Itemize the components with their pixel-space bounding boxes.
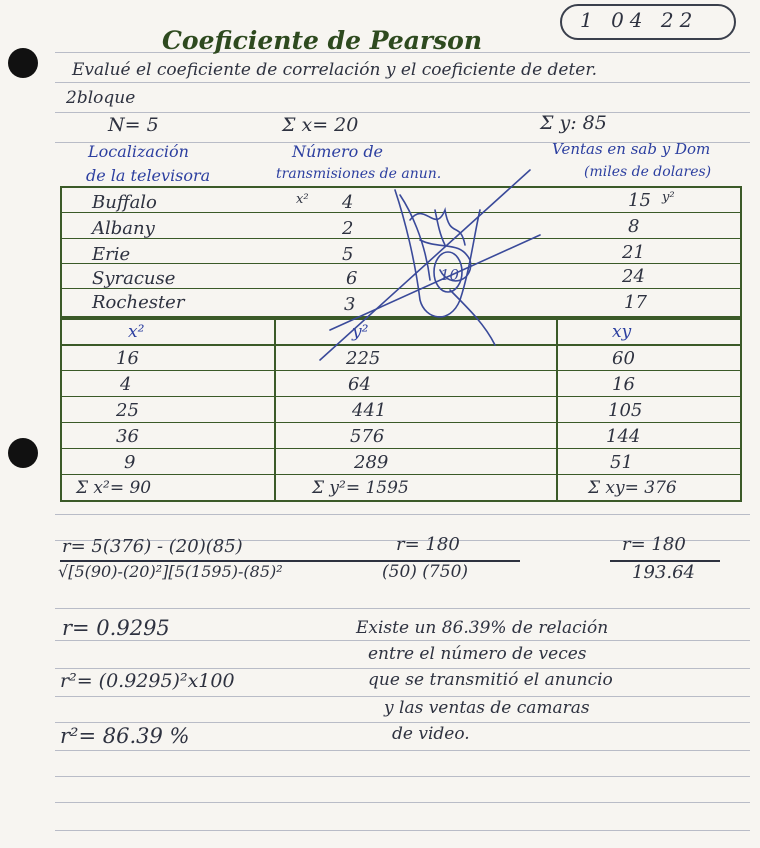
- x2-header: x²: [128, 322, 145, 342]
- sales-value: 8: [628, 216, 640, 237]
- xy-value: 144: [606, 426, 641, 447]
- step3-numerator: r= 180: [622, 534, 686, 555]
- broadcast-count: 2: [342, 218, 354, 239]
- sales-value: 17: [624, 292, 647, 313]
- ruled-line: [55, 112, 750, 113]
- x2-value: 16: [116, 348, 139, 369]
- location-header-line2: de la televisora: [86, 166, 211, 185]
- formula-numerator: r= 5(376) - (20)(85): [62, 536, 243, 557]
- x2-value: 25: [116, 400, 139, 421]
- binder-hole: [8, 438, 38, 468]
- sales-header-line1: Ventas en sab y Dom: [552, 140, 711, 158]
- grade-value: 10: [440, 266, 460, 284]
- y-squared-mark: y²: [662, 190, 675, 205]
- ruled-line: [55, 722, 750, 723]
- x2-value: 4: [120, 374, 132, 395]
- location-header-line1: Localización: [88, 142, 189, 161]
- ruled-line: [55, 776, 750, 777]
- sum-y-label: Σ y: 85: [540, 112, 607, 134]
- xy-value: 105: [608, 400, 643, 421]
- y2-header: y²: [352, 322, 369, 342]
- ruled-line: [55, 802, 750, 803]
- ruled-line: [55, 514, 750, 515]
- y2-value: 289: [354, 452, 389, 473]
- page-title: Coeficiente de Pearson: [162, 26, 483, 55]
- broadcasts-header-line1: Número de: [292, 142, 384, 161]
- xy-value: 51: [610, 452, 633, 473]
- city-name: Albany: [92, 218, 155, 239]
- grade-scribble: [300, 150, 560, 380]
- broadcasts-header-line2: transmisiones de anun.: [276, 166, 442, 182]
- sales-value: 21: [622, 242, 645, 263]
- r-value: r= 0.9295: [62, 616, 170, 640]
- x2-value: 9: [124, 452, 136, 473]
- n-label: N= 5: [108, 114, 159, 136]
- table-rule: [60, 474, 740, 475]
- city-name: Erie: [92, 244, 131, 265]
- ruled-line: [55, 82, 750, 83]
- city-name: Rochester: [92, 292, 185, 313]
- ruled-line: [55, 830, 750, 831]
- sales-value: 15: [628, 190, 651, 211]
- broadcast-count: 3: [344, 294, 356, 315]
- city-name: Syracuse: [92, 268, 176, 289]
- step3-denominator: 193.64: [632, 562, 695, 583]
- xy-value: 60: [612, 348, 635, 369]
- step2-numerator: r= 180: [396, 534, 460, 555]
- sum-xy-total: Σ xy= 376: [588, 478, 677, 498]
- broadcast-count: 5: [342, 244, 354, 265]
- instruction-text: Evalué el coeficiente de correlación y el coeficiente de deter.: [72, 60, 598, 80]
- sum-x2-total: Σ x²= 90: [76, 478, 152, 498]
- ruled-line: [55, 696, 750, 697]
- ruled-line: [55, 750, 750, 751]
- step2-denominator: (50) (750): [382, 562, 469, 582]
- x-squared-mark: x²: [296, 192, 309, 207]
- xy-value: 16: [612, 374, 635, 395]
- ruled-line: [55, 668, 750, 669]
- table-rule: [60, 422, 740, 423]
- sales-value: 24: [622, 266, 645, 287]
- sales-header-line2: (miles de dolares): [584, 164, 712, 180]
- conclusion-line: que se transmitió el anuncio: [368, 670, 613, 690]
- broadcast-count: 6: [346, 268, 358, 289]
- date: 1 04 22: [580, 8, 699, 32]
- sum-y2-total: Σ y²= 1595: [312, 478, 409, 498]
- conclusion-line: Existe un 86.39% de relación: [356, 618, 609, 638]
- binder-hole: [8, 48, 38, 78]
- conclusion-line: entre el número de veces: [368, 644, 587, 664]
- y2-value: 441: [352, 400, 387, 421]
- city-name: Buffalo: [92, 192, 157, 213]
- block-label: 2bloque: [66, 88, 136, 108]
- table-rule: [60, 448, 740, 449]
- y2-value: 64: [348, 374, 371, 395]
- conclusion-line: y las ventas de camaras: [384, 698, 590, 718]
- xy-header: xy: [612, 322, 632, 342]
- sum-x-label: Σ x= 20: [282, 114, 359, 136]
- ruled-line: [55, 640, 750, 641]
- y2-value: 576: [350, 426, 385, 447]
- conclusion-line: de video.: [392, 724, 470, 744]
- table-rule: [60, 396, 740, 397]
- y2-value: 225: [346, 348, 381, 369]
- r2-value: r²= 86.39 %: [60, 724, 190, 748]
- broadcast-count: 4: [342, 192, 354, 213]
- formula-denominator: √[5(90)-(20)²][5(1595)-(85)²: [58, 562, 283, 581]
- r2-formula: r²= (0.9295)²x100: [60, 670, 235, 692]
- x2-value: 36: [116, 426, 139, 447]
- ruled-line: [55, 608, 750, 609]
